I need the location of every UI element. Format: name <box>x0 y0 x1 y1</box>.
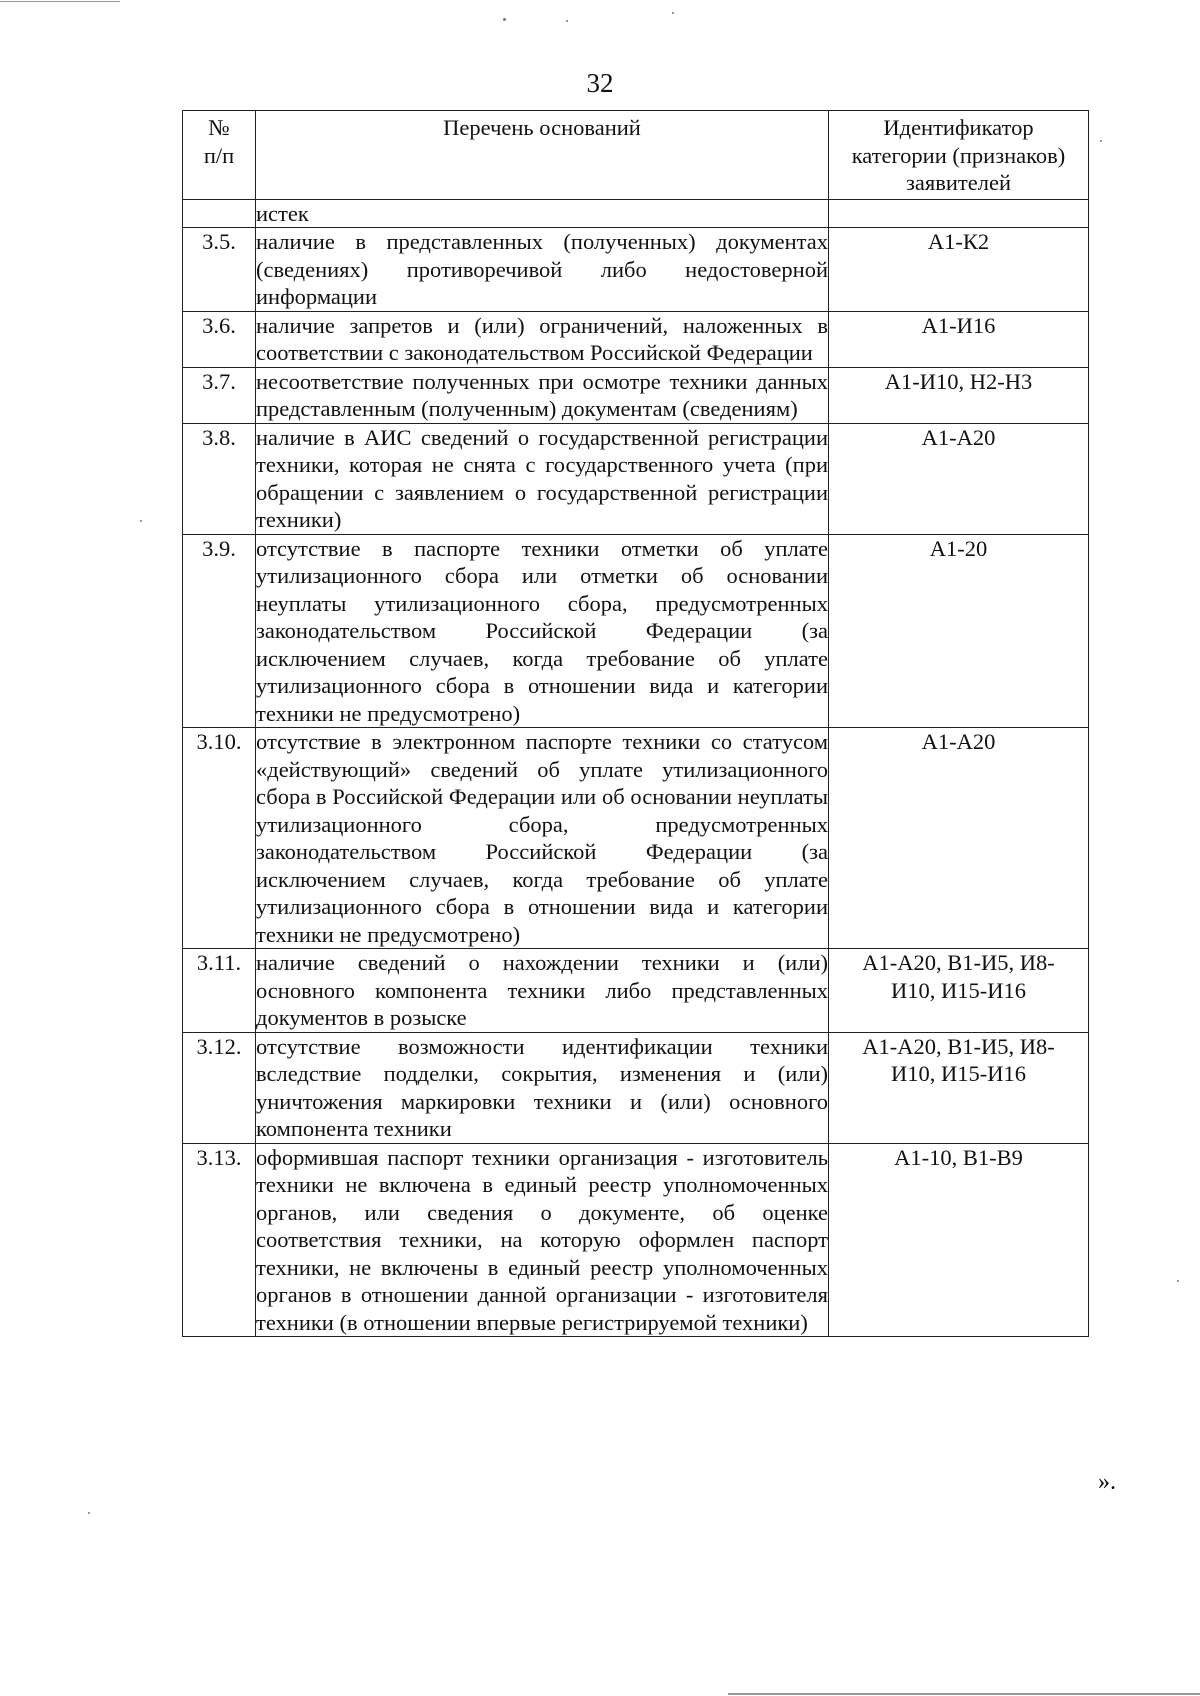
row-number: 3.9. <box>183 534 256 728</box>
header-grounds-list: Перечень оснований <box>256 111 829 200</box>
table-row <box>183 1143 1089 1337</box>
row-number: 3.7. <box>183 367 256 423</box>
row-grounds-text: оформившая паспорт техники организация - изготовитель техники не включена в единый реестр уполномоченных органов, или сведения о документе, об оценке соответствия техники, на которую оформлен паспорт техники, не включены в единый реестр уполномоченных органов в отношении данной организации - изготовителя техники (в отношении впервые регистрируемой техники) <box>256 1144 828 1335</box>
row-identifier: А1-А20 <box>829 423 1089 534</box>
table-row <box>183 199 1089 228</box>
grounds-table <box>182 110 1089 1337</box>
row-identifier <box>829 199 1089 228</box>
table-row <box>183 228 1089 312</box>
row-identifier: А1-А20 <box>829 728 1089 949</box>
row-number: 3.6. <box>183 311 256 367</box>
table-row <box>183 949 1089 1033</box>
header-category-identifier: Идентификатор категории (признаков) заявителей <box>829 111 1089 200</box>
scan-speck <box>566 20 568 22</box>
row-grounds-text: наличие в представленных (полученных) документах (сведениях) противоречивой либо недостоверной информации <box>256 229 828 309</box>
scan-edge-top <box>0 1 120 2</box>
table-row <box>183 534 1089 728</box>
row-identifier: А1-И10, Н2-Н3 <box>829 367 1089 423</box>
row-grounds-text: отсутствие в паспорте техники отметки об уплате утилизационного сбора или отметки об основании неуплаты утилизационного сбора, предусмотренных законодательством Российской Федерации (за исключением случаев, когда требование об уплате утилизационного сбора в отношении вида и категории техники не предусмотрено) <box>256 535 828 726</box>
table-row <box>183 311 1089 367</box>
scan-speck <box>1177 1280 1179 1282</box>
row-grounds-text: наличие запретов и (или) ограничений, наложенных в соответствии с законодательством Российской Федерации <box>256 312 828 365</box>
row-grounds-text: наличие сведений о нахождении техники и (или) основного компонента техники либо представленных документов в розыске <box>256 950 828 1030</box>
row-identifier: А1-20 <box>829 534 1089 728</box>
row-grounds-text: наличие в АИС сведений о государственной регистрации техники, которая не снята с государственного учета (при обращении с заявлением о государственной регистрации техники) <box>256 424 828 532</box>
row-grounds-text: отсутствие в электронном паспорте техники со статусом «действующий» сведений об уплате утилизационного сбора в Российской Федерации или об основании неуплаты утилизационного сбора, предусмотренных законодательством Российской Федерации (за исключением случаев, когда требование об уплате утилизационного сбора в отношении вида и категории техники не предусмотрено) <box>256 729 828 947</box>
scan-speck <box>88 1512 90 1514</box>
scan-edge-bottom <box>728 1693 1200 1695</box>
row-identifier: А1-И16 <box>829 311 1089 367</box>
row-grounds-text: истек <box>256 199 829 228</box>
header-number: № п/п <box>183 111 256 200</box>
scan-speck <box>140 520 142 522</box>
row-identifier: А1-А20, В1-И5, И8-И10, И15-И16 <box>829 1032 1089 1143</box>
table-row <box>183 367 1089 423</box>
scan-speck <box>1100 140 1102 142</box>
table-row <box>183 1032 1089 1143</box>
row-number: 3.13. <box>183 1143 256 1337</box>
page-number: 32 <box>586 68 614 98</box>
scan-speck <box>503 18 506 21</box>
row-number: 3.8. <box>183 423 256 534</box>
row-number: 3.5. <box>183 228 256 312</box>
row-number: 3.10. <box>183 728 256 949</box>
row-identifier: А1-К2 <box>829 228 1089 312</box>
table-row <box>183 423 1089 534</box>
table-row <box>183 728 1089 949</box>
row-identifier: А1-А20, В1-И5, И8-И10, И15-И16 <box>829 949 1089 1033</box>
row-number: 3.12. <box>183 1032 256 1143</box>
row-grounds-text: несоответствие полученных при осмотре техники данных представленным (полученным) документам (сведениям) <box>256 368 828 421</box>
row-grounds-text: отсутствие возможности идентификации техники вследствие подделки, сокрытия, изменения и (или) уничтожения маркировки техники и (или) основного компонента техники <box>256 1033 828 1141</box>
row-number <box>183 199 256 228</box>
closing-quote-mark: ». <box>1098 1469 1116 1495</box>
scan-speck <box>672 12 674 14</box>
row-identifier: А1-10, В1-В9 <box>829 1143 1089 1337</box>
table-header-row <box>183 111 1089 200</box>
row-number: 3.11. <box>183 949 256 1033</box>
